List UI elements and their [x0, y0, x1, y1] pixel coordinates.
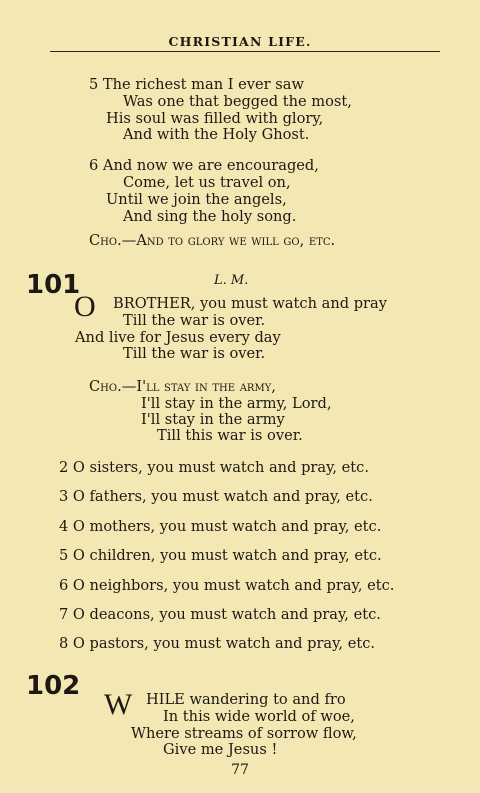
hymn-101-chorus-line-2: I'll stay in the army, Lord, — [141, 395, 332, 412]
hymn-101-dropcap: O — [74, 290, 96, 323]
chorus-top: Cho.—And to glory we will go, etc. — [89, 232, 336, 249]
hymn-102-line-2: In this wide world of woe, — [163, 708, 355, 725]
hymn-102-number: 102 — [26, 671, 81, 701]
verse-5-line-2: Was one that begged the most, — [123, 93, 352, 110]
verse-6-line-1: 6 And now we are encouraged, — [89, 157, 319, 174]
running-header: CHRISTIAN LIFE. — [168, 34, 312, 49]
hymn-102-line-4: Give me Jesus ! — [163, 741, 278, 758]
hymn-101-line-4: Till the war is over. — [123, 345, 266, 362]
hymn-101-verse-6: 6 O neighbors, you must watch and pray, etc. — [59, 577, 395, 594]
hymn-101-meter: L. M. — [214, 273, 249, 288]
hymn-102-line-3: Where streams of sorrow flow, — [131, 725, 357, 742]
hymn-101-line-3: And live for Jesus every day — [75, 329, 281, 346]
hymn-102-dropcap: W — [104, 688, 133, 721]
hymn-101-verse-3: 3 O fathers, you must watch and pray, etc. — [59, 488, 373, 505]
hymn-101-line-1: BROTHER, you must watch and pray — [113, 295, 387, 312]
verse-6-line-3: Until we join the angels, — [106, 191, 287, 208]
hymn-101-chorus-line-1: Cho.—I'll stay in the army, — [89, 378, 276, 395]
hymn-101-verse-7: 7 O deacons, you must watch and pray, etc. — [59, 606, 381, 623]
verse-5-line-1: 5 The richest man I ever saw — [89, 76, 304, 93]
page-number: 77 — [231, 762, 249, 778]
hymn-101-verse-5: 5 O children, you must watch and pray, etc. — [59, 547, 382, 564]
verse-5-line-4: And with the Holy Ghost. — [123, 126, 310, 143]
verse-5-line-3: His soul was filled with glory, — [106, 110, 324, 127]
hymn-101-verse-8: 8 O pastors, you must watch and pray, etc. — [59, 635, 376, 652]
hymn-101-line-2: Till the war is over. — [123, 312, 266, 329]
hymn-101-verse-2: 2 O sisters, you must watch and pray, etc. — [59, 459, 369, 476]
hymn-102-line-1: HILE wandering to and fro — [146, 691, 346, 708]
verse-6-line-4: And sing the holy song. — [123, 208, 297, 225]
hymn-101-number: 101 — [26, 270, 81, 300]
hymn-101-chorus-line-3: I'll stay in the army — [141, 411, 285, 428]
hymn-101-verse-4: 4 O mothers, you must watch and pray, etc. — [59, 518, 382, 535]
hymn-101-chorus-line-4: Till this war is over. — [157, 427, 303, 444]
header-rule — [50, 51, 440, 52]
verse-6-line-2: Come, let us travel on, — [123, 174, 291, 191]
